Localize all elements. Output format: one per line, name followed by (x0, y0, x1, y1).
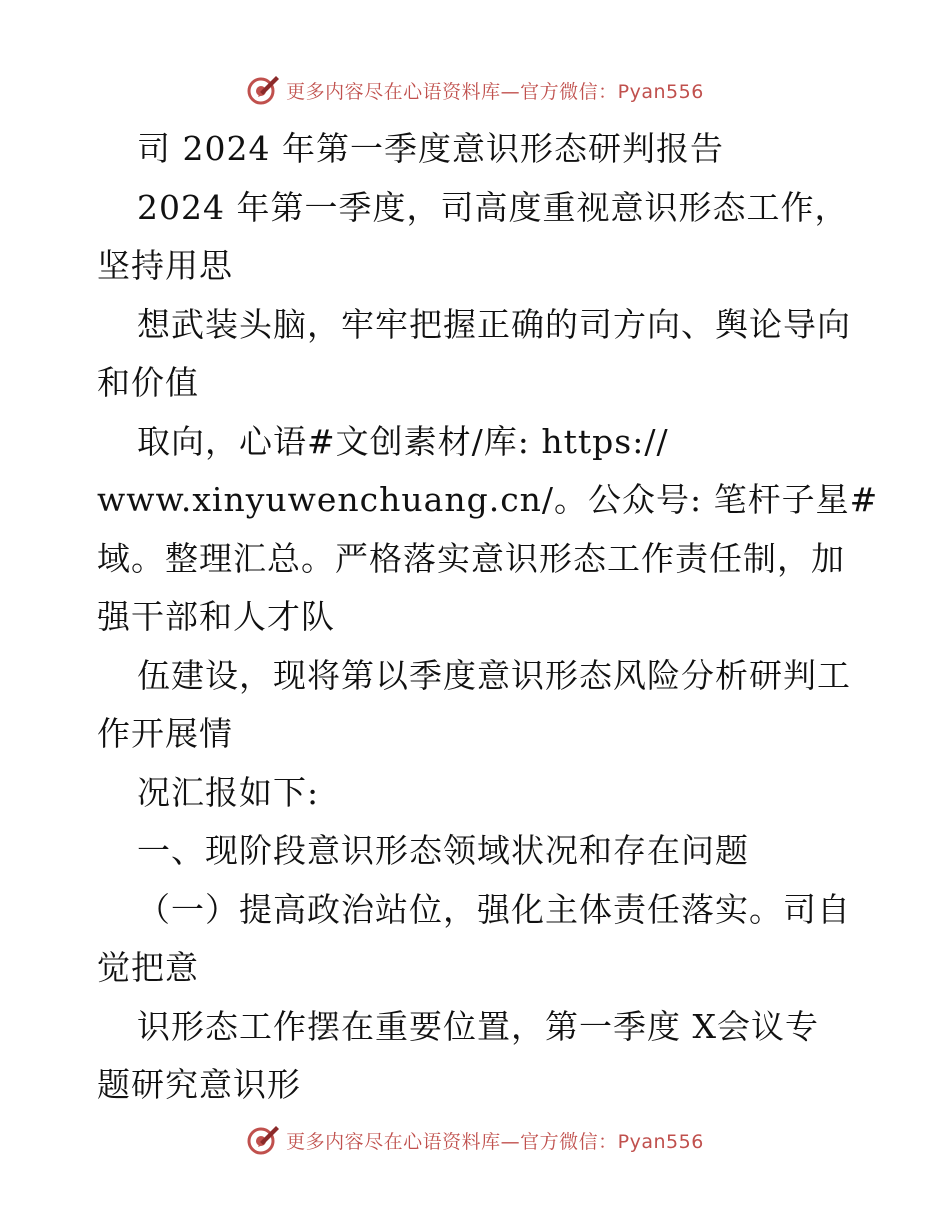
header-banner (0, 70, 950, 110)
header-banner-text: 更多内容尽在心语资料库—官方微信：Pyan556 (286, 80, 704, 103)
text-line: 一、现阶段意识形态领域状况和存在问题 (137, 831, 749, 870)
document-title-line: 司 2024 年第一季度意识形态研判报告 (137, 129, 724, 168)
text-line: 作开展情 (97, 714, 233, 753)
text-line: 取向，心语#文创素材/库: https:// (137, 421, 669, 461)
pen-logo-icon (246, 1123, 280, 1157)
text-line: 坚持用思 (97, 246, 233, 285)
text-line: www.xinyuwenchuang.cn/。公众号: 笔杆子星# (97, 480, 879, 519)
text-line: 题研究意识形 (97, 1065, 301, 1104)
text-line: 想武装头脑，牢牢把握正确的司方向、舆论导向 (137, 304, 851, 344)
footer-banner (0, 1120, 950, 1160)
footer-banner-text: 更多内容尽在心语资料库—官方微信：Pyan556 (286, 1130, 704, 1153)
text-line: （一）提高政治站位，强化主体责任落实。司自 (137, 889, 851, 929)
pen-logo-icon (246, 73, 280, 107)
text-line: 强干部和人才队 (97, 597, 335, 636)
text-line: 况汇报如下: (137, 772, 320, 812)
text-line: 觉把意 (97, 948, 199, 987)
document-body (97, 120, 879, 1115)
text-line: 识形态工作摆在重要位置，第一季度 X会议专 (137, 1006, 819, 1046)
text-line: 域。整理汇总。严格落实意识形态工作责任制，加 (97, 538, 845, 578)
text-line: 伍建设，现将第以季度意识形态风险分析研判工 (137, 655, 851, 695)
text-line: 和价值 (97, 363, 199, 402)
text-line: 2024 年第一季度，司高度重视意识形态工作， (137, 187, 849, 227)
